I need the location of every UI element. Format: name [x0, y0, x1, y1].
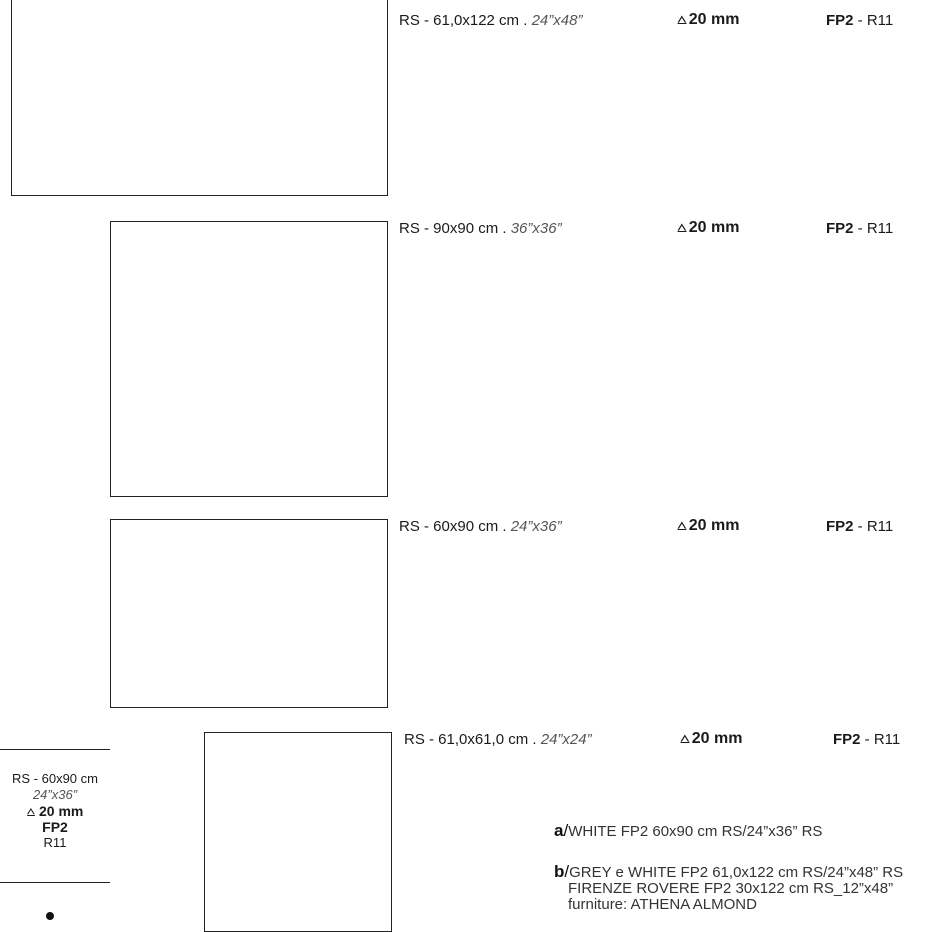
- thickness-3: [677, 517, 739, 535]
- separator: .: [528, 731, 541, 748]
- note-letter: b: [554, 862, 565, 881]
- tile-preview-61x61: [204, 732, 392, 932]
- note-line: GREY e WHITE FP2 61,0x122 cm RS/24”x48” RS: [569, 864, 904, 881]
- side-size-inches: 24”x36”: [32, 787, 78, 802]
- note-letter: a: [554, 821, 564, 840]
- thickness-icon: ⩟: [680, 730, 690, 747]
- tile-size-inches: 24”x24”: [540, 731, 592, 748]
- finish-code: FP2: [826, 518, 854, 535]
- thickness-icon: ⩟: [677, 517, 687, 534]
- thickness-4: [680, 730, 742, 748]
- tile-format: RS - 60x90 cm: [399, 518, 499, 535]
- separator: .: [519, 12, 532, 29]
- thickness-icon: ⩟: [26, 803, 36, 819]
- side-slip-rating: R11: [43, 835, 67, 850]
- note-slash: /: [563, 821, 569, 840]
- note-slash: /: [564, 862, 570, 881]
- tile-spec-3: [399, 518, 562, 536]
- thickness-value: 20 mm: [691, 730, 743, 747]
- thickness-icon: ⩟: [677, 11, 687, 28]
- finish-2: [826, 220, 893, 238]
- note-b: [554, 864, 903, 913]
- tile-spec-4: [404, 731, 592, 749]
- side-spec-panel: [0, 771, 110, 851]
- finish-3: [826, 518, 893, 536]
- separator: .: [498, 518, 511, 535]
- note-line: WHITE FP2 60x90 cm RS/24”x36” RS: [568, 823, 823, 840]
- tile-size-inches: 24”x36”: [510, 518, 562, 535]
- tile-format: RS - 61,0x122 cm: [399, 12, 520, 29]
- thickness-2: [677, 219, 739, 237]
- thickness-1: [677, 11, 739, 29]
- side-panel-top-rule: [0, 749, 110, 750]
- tile-spec-1: [399, 12, 582, 30]
- thickness-value: 20 mm: [688, 219, 740, 236]
- finish-4: [833, 731, 900, 749]
- slip-rating: - R11: [853, 12, 894, 29]
- tile-format: RS - 90x90 cm: [399, 220, 499, 237]
- side-thickness: [0, 803, 110, 819]
- thickness-value: 20 mm: [688, 517, 740, 534]
- tile-preview-61x122: [11, 0, 388, 196]
- side-finish-code: FP2: [42, 819, 68, 835]
- slip-rating: - R11: [860, 731, 901, 748]
- side-panel-bottom-rule: [0, 882, 110, 883]
- note-line: furniture: ATHENA ALMOND: [568, 896, 757, 913]
- side-thickness-value: 20 mm: [39, 803, 84, 819]
- tile-preview-60x90: [110, 519, 388, 708]
- thickness-value: 20 mm: [688, 11, 740, 28]
- finish-1: [826, 12, 893, 30]
- separator: .: [498, 220, 511, 237]
- tile-size-inches: 36”x36”: [510, 220, 562, 237]
- note-a: [554, 823, 822, 840]
- tile-size-inches: 24”x48”: [531, 12, 583, 29]
- side-format: RS - 60x90 cm: [12, 771, 98, 786]
- thickness-icon: ⩟: [677, 219, 687, 236]
- finish-code: FP2: [826, 12, 854, 29]
- tile-preview-90x90: [110, 221, 388, 497]
- finish-code: FP2: [826, 220, 854, 237]
- tile-spec-2: [399, 220, 562, 238]
- slip-rating: - R11: [853, 220, 894, 237]
- tile-format: RS - 61,0x61,0 cm: [404, 731, 529, 748]
- finish-code: FP2: [833, 731, 861, 748]
- slip-rating: - R11: [853, 518, 894, 535]
- note-line: FIRENZE ROVERE FP2 30x122 cm RS_12”x48”: [568, 880, 894, 897]
